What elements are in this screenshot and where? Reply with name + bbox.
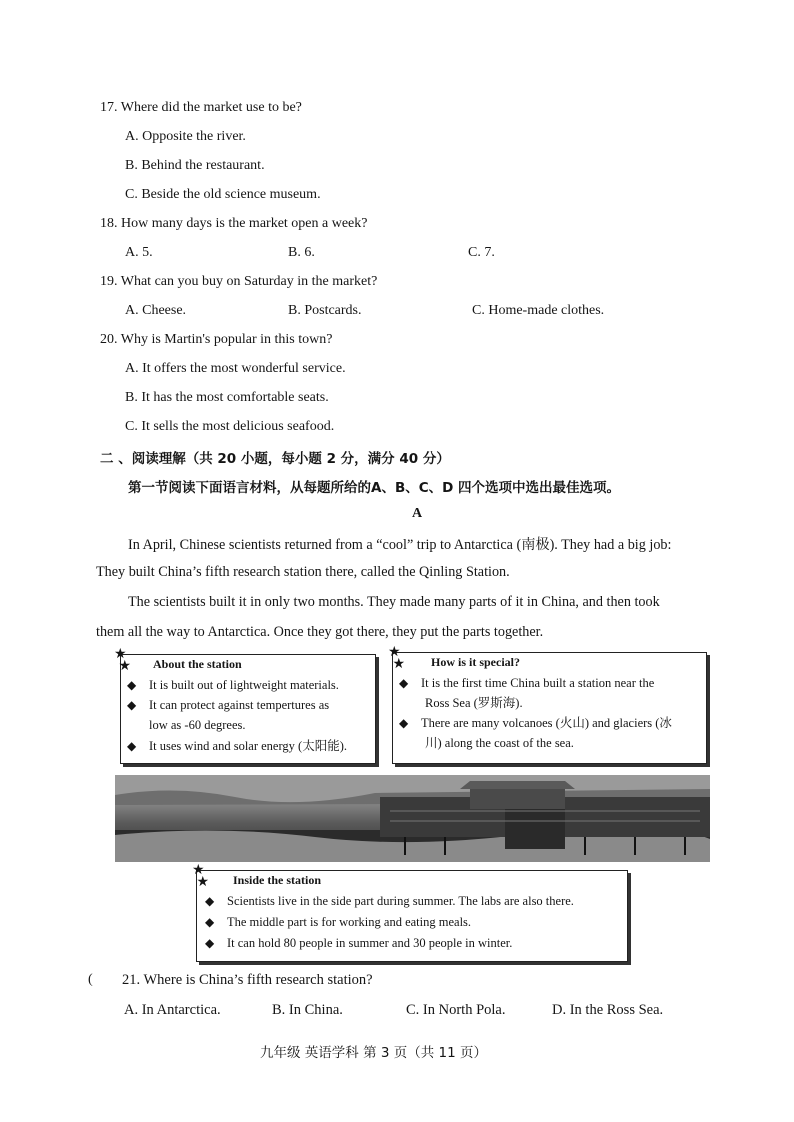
- stars-icon: ★ ★: [114, 646, 132, 674]
- question-17-option-c: C. Beside the old science museum.: [125, 187, 321, 202]
- question-21-stem: 21. Where is China’s fifth research station?: [122, 972, 373, 988]
- question-18-option-a: A. 5.: [125, 245, 153, 260]
- about-item-2-cont: low as -60 degrees.: [149, 718, 246, 732]
- diamond-bullet-icon: ◆: [205, 915, 215, 929]
- page-footer: 九年级 英语学科 第 3 页（共 11 页）: [260, 1045, 488, 1061]
- special-title: How is it special?: [431, 655, 520, 669]
- question-18-option-b: B. 6.: [288, 245, 315, 260]
- inside-item-3: ◆ It can hold 80 people in summer and 30 people in winter.: [205, 933, 512, 953]
- special-item-2: ◆ There are many volcanoes (火山) and glaciers (冰: [399, 713, 672, 733]
- question-20-option-c: C. It sells the most delicious seafood.: [125, 419, 335, 434]
- diamond-bullet-icon: ◆: [205, 894, 215, 908]
- paragraph-1-line-1: In April, Chinese scientists returned from a “cool” trip to Antarctica (南极). They had a big job:: [128, 537, 672, 553]
- paragraph-2-line-2: them all the way to Antarctica. Once they got there, they put the parts together.: [96, 624, 544, 640]
- diamond-bullet-icon: ◆: [205, 936, 215, 950]
- special-item-1-cont: Ross Sea (罗斯海).: [425, 696, 523, 710]
- diamond-bullet-icon: ◆: [399, 716, 409, 730]
- special-box: [392, 652, 707, 764]
- question-20-stem: 20. Why is Martin's popular in this town?: [100, 332, 333, 347]
- paragraph-2-line-1: The scientists built it in only two months. They made many parts of it in China, and then took: [128, 594, 660, 610]
- special-item-1: ◆ It is the first time China built a station near the: [399, 673, 654, 693]
- stars-icon: ★ ★: [192, 862, 210, 890]
- inside-title: Inside the station: [233, 873, 322, 887]
- diamond-bullet-icon: ◆: [127, 678, 137, 692]
- station-image: [115, 775, 710, 862]
- diamond-bullet-icon: ◆: [399, 676, 409, 690]
- question-18-stem: 18. How many days is the market open a week?: [100, 216, 368, 231]
- section-heading: 二 、阅读理解（共 20 小题，每小题 2 分，满分 40 分）: [100, 451, 450, 467]
- inside-box: [196, 870, 628, 962]
- question-21-option-c: C. In North Pola.: [406, 1002, 506, 1018]
- about-item-1: ◆ It is built out of lightweight materials.: [127, 675, 339, 695]
- about-station-box: [120, 654, 376, 764]
- question-18-option-c: C. 7.: [468, 245, 495, 260]
- diamond-bullet-icon: ◆: [127, 698, 137, 712]
- question-19-option-a: A. Cheese.: [125, 303, 187, 318]
- passage-letter: A: [412, 506, 423, 521]
- question-17-option-b: B. Behind the restaurant.: [125, 158, 265, 173]
- question-20-option-b: B. It has the most comfortable seats.: [125, 390, 329, 405]
- station-photo: [115, 775, 710, 862]
- diamond-bullet-icon: ◆: [127, 739, 137, 753]
- inside-item-1: ◆ Scientists live in the side part during summer. The labs are also there.: [205, 891, 574, 911]
- question-17-option-a: A. Opposite the river.: [125, 129, 246, 144]
- about-station-title: About the station: [153, 657, 242, 671]
- question-17-stem: 17. Where did the market use to be?: [100, 100, 302, 115]
- question-20-option-a: A. It offers the most wonderful service.: [125, 361, 346, 376]
- stars-icon: ★ ★: [388, 644, 406, 672]
- section-instruction: 第一节阅读下面语言材料，从每题所给的A、B、C、D 四个选项中选出最佳选项。: [128, 480, 621, 496]
- question-19-option-b: B. Postcards.: [288, 303, 362, 318]
- question-21-option-d: D. In the Ross Sea.: [552, 1002, 664, 1018]
- paragraph-1-line-2: They built China’s fifth research station there, called the Qinling Station.: [96, 564, 510, 580]
- about-item-3: ◆ It uses wind and solar energy (太阳能).: [127, 736, 347, 756]
- answer-bracket: (: [88, 972, 93, 987]
- question-19-option-c: C. Home-made clothes.: [472, 303, 605, 318]
- about-item-2: ◆ It can protect against tempertures as: [127, 695, 329, 715]
- question-21-option-b: B. In China.: [272, 1002, 343, 1018]
- special-item-2-cont: 川) along the coast of the sea.: [425, 736, 574, 750]
- question-19-stem: 19. What can you buy on Saturday in the market?: [100, 274, 378, 289]
- inside-item-2: ◆ The middle part is for working and eating meals.: [205, 912, 471, 932]
- question-21-option-a: A. In Antarctica.: [124, 1002, 221, 1018]
